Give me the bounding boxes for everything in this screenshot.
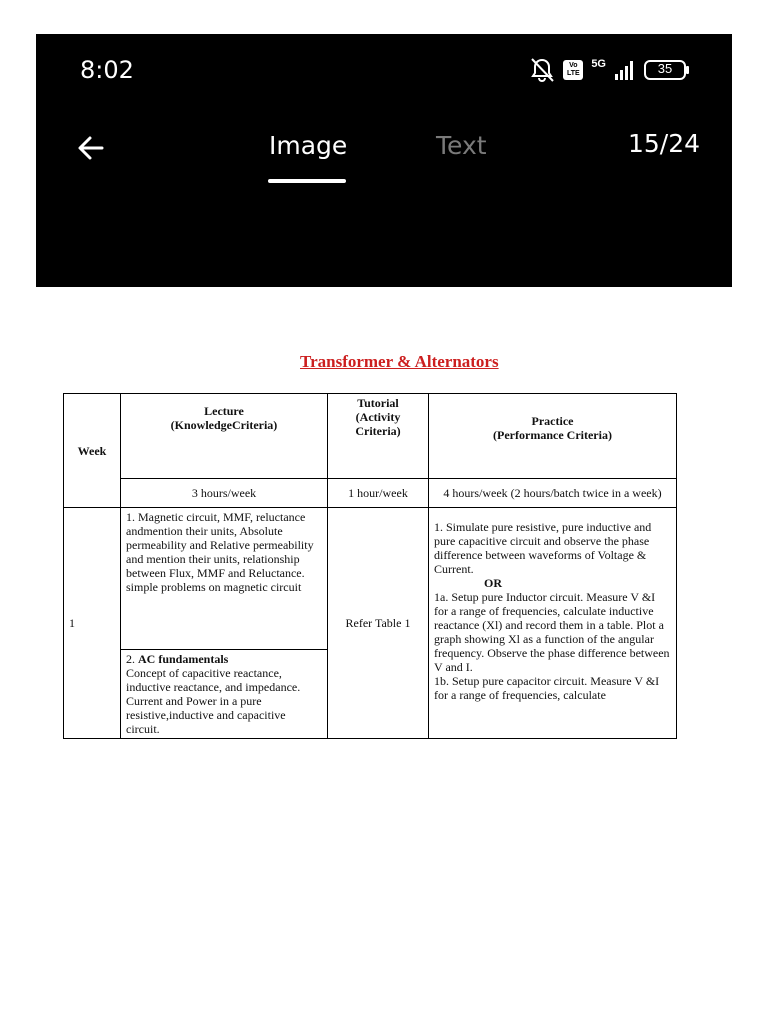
battery-icon	[644, 60, 690, 80]
battery-level: 35	[657, 61, 673, 76]
network-type: 5G	[591, 58, 606, 70]
status-icons	[529, 55, 690, 85]
signal-strength-icon	[614, 60, 636, 80]
week-header: Week	[64, 394, 121, 508]
tutorial-header-line1: Tutorial	[357, 396, 399, 410]
lecture-topic-2-title: AC fundamentals	[138, 652, 229, 666]
lecture-header-line1: Lecture	[204, 404, 244, 418]
lecture-topic-1: 1. Magnetic circuit, MMF, reluctance andmention their units, Absolute permeability and Relative permeability and mention their units, relationship between Flux, MMF and Reluctance. simple problems on magnetic circuit	[121, 508, 328, 650]
back-button[interactable]	[76, 133, 106, 163]
tutorial-header	[328, 394, 429, 479]
practice-or: OR	[484, 576, 502, 590]
status-time: 8:02	[80, 56, 134, 84]
tutorial-reference: Refer Table 1	[328, 508, 429, 739]
app-header	[36, 34, 732, 287]
lecture-header-line2: (KnowledgeCriteria)	[170, 418, 278, 432]
lecture-header	[121, 394, 328, 479]
tutorial-header-line2: (Activity	[355, 410, 401, 424]
tab-text[interactable]: Text	[436, 131, 487, 160]
document-title: Transformer & Alternators	[300, 352, 499, 371]
lecture-topic-2	[121, 650, 328, 739]
active-tab-indicator	[268, 179, 346, 183]
practice-header-line2: (Performance Criteria)	[493, 428, 612, 442]
hours-row	[64, 479, 677, 508]
volte-icon: Vo LTE	[563, 60, 583, 80]
practice-item-1b: 1b. Setup pure capacitor circuit. Measure V &I for a range of frequencies, calculate	[434, 674, 660, 702]
practice-hours: 4 hours/week (2 hours/batch twice in a week)	[429, 479, 677, 508]
tab-image[interactable]: Image	[269, 131, 348, 160]
practice-item-1a: 1a. Setup pure Inductor circuit. Measure V &I for a range of frequencies, calculate inductive reactance (Xl) and record them in a table. Plot a graph showing Xl as a function of the angular frequency. Observe the phase difference between V and I.	[434, 590, 670, 674]
tutorial-hours: 1 hour/week	[328, 479, 429, 508]
practice-activities	[429, 508, 677, 739]
week-number: 1	[64, 508, 121, 739]
arrow-left-icon	[76, 133, 106, 163]
lecture-topic-2-body: Concept of capacitive reactance, inductive reactance, and impedance. Current and Power in a pure resistive,inductive and capacitive circuit.	[126, 666, 301, 736]
table-header-row	[64, 394, 677, 479]
practice-header-line1: Practice	[531, 414, 574, 428]
lecture-topic-2-number: 2.	[126, 652, 138, 666]
practice-item-1: 1. Simulate pure resistive, pure inductive and pure capacitive circuit and observe the phase difference between waveforms of Voltage & Current.	[434, 520, 652, 576]
syllabus-table	[63, 393, 677, 739]
lecture-hours: 3 hours/week	[121, 479, 328, 508]
page-counter: 15/24	[628, 129, 701, 158]
tutorial-header-line3: Criteria)	[355, 424, 401, 438]
practice-header	[429, 394, 677, 479]
table-row	[64, 508, 677, 650]
notifications-muted-icon	[529, 57, 555, 83]
